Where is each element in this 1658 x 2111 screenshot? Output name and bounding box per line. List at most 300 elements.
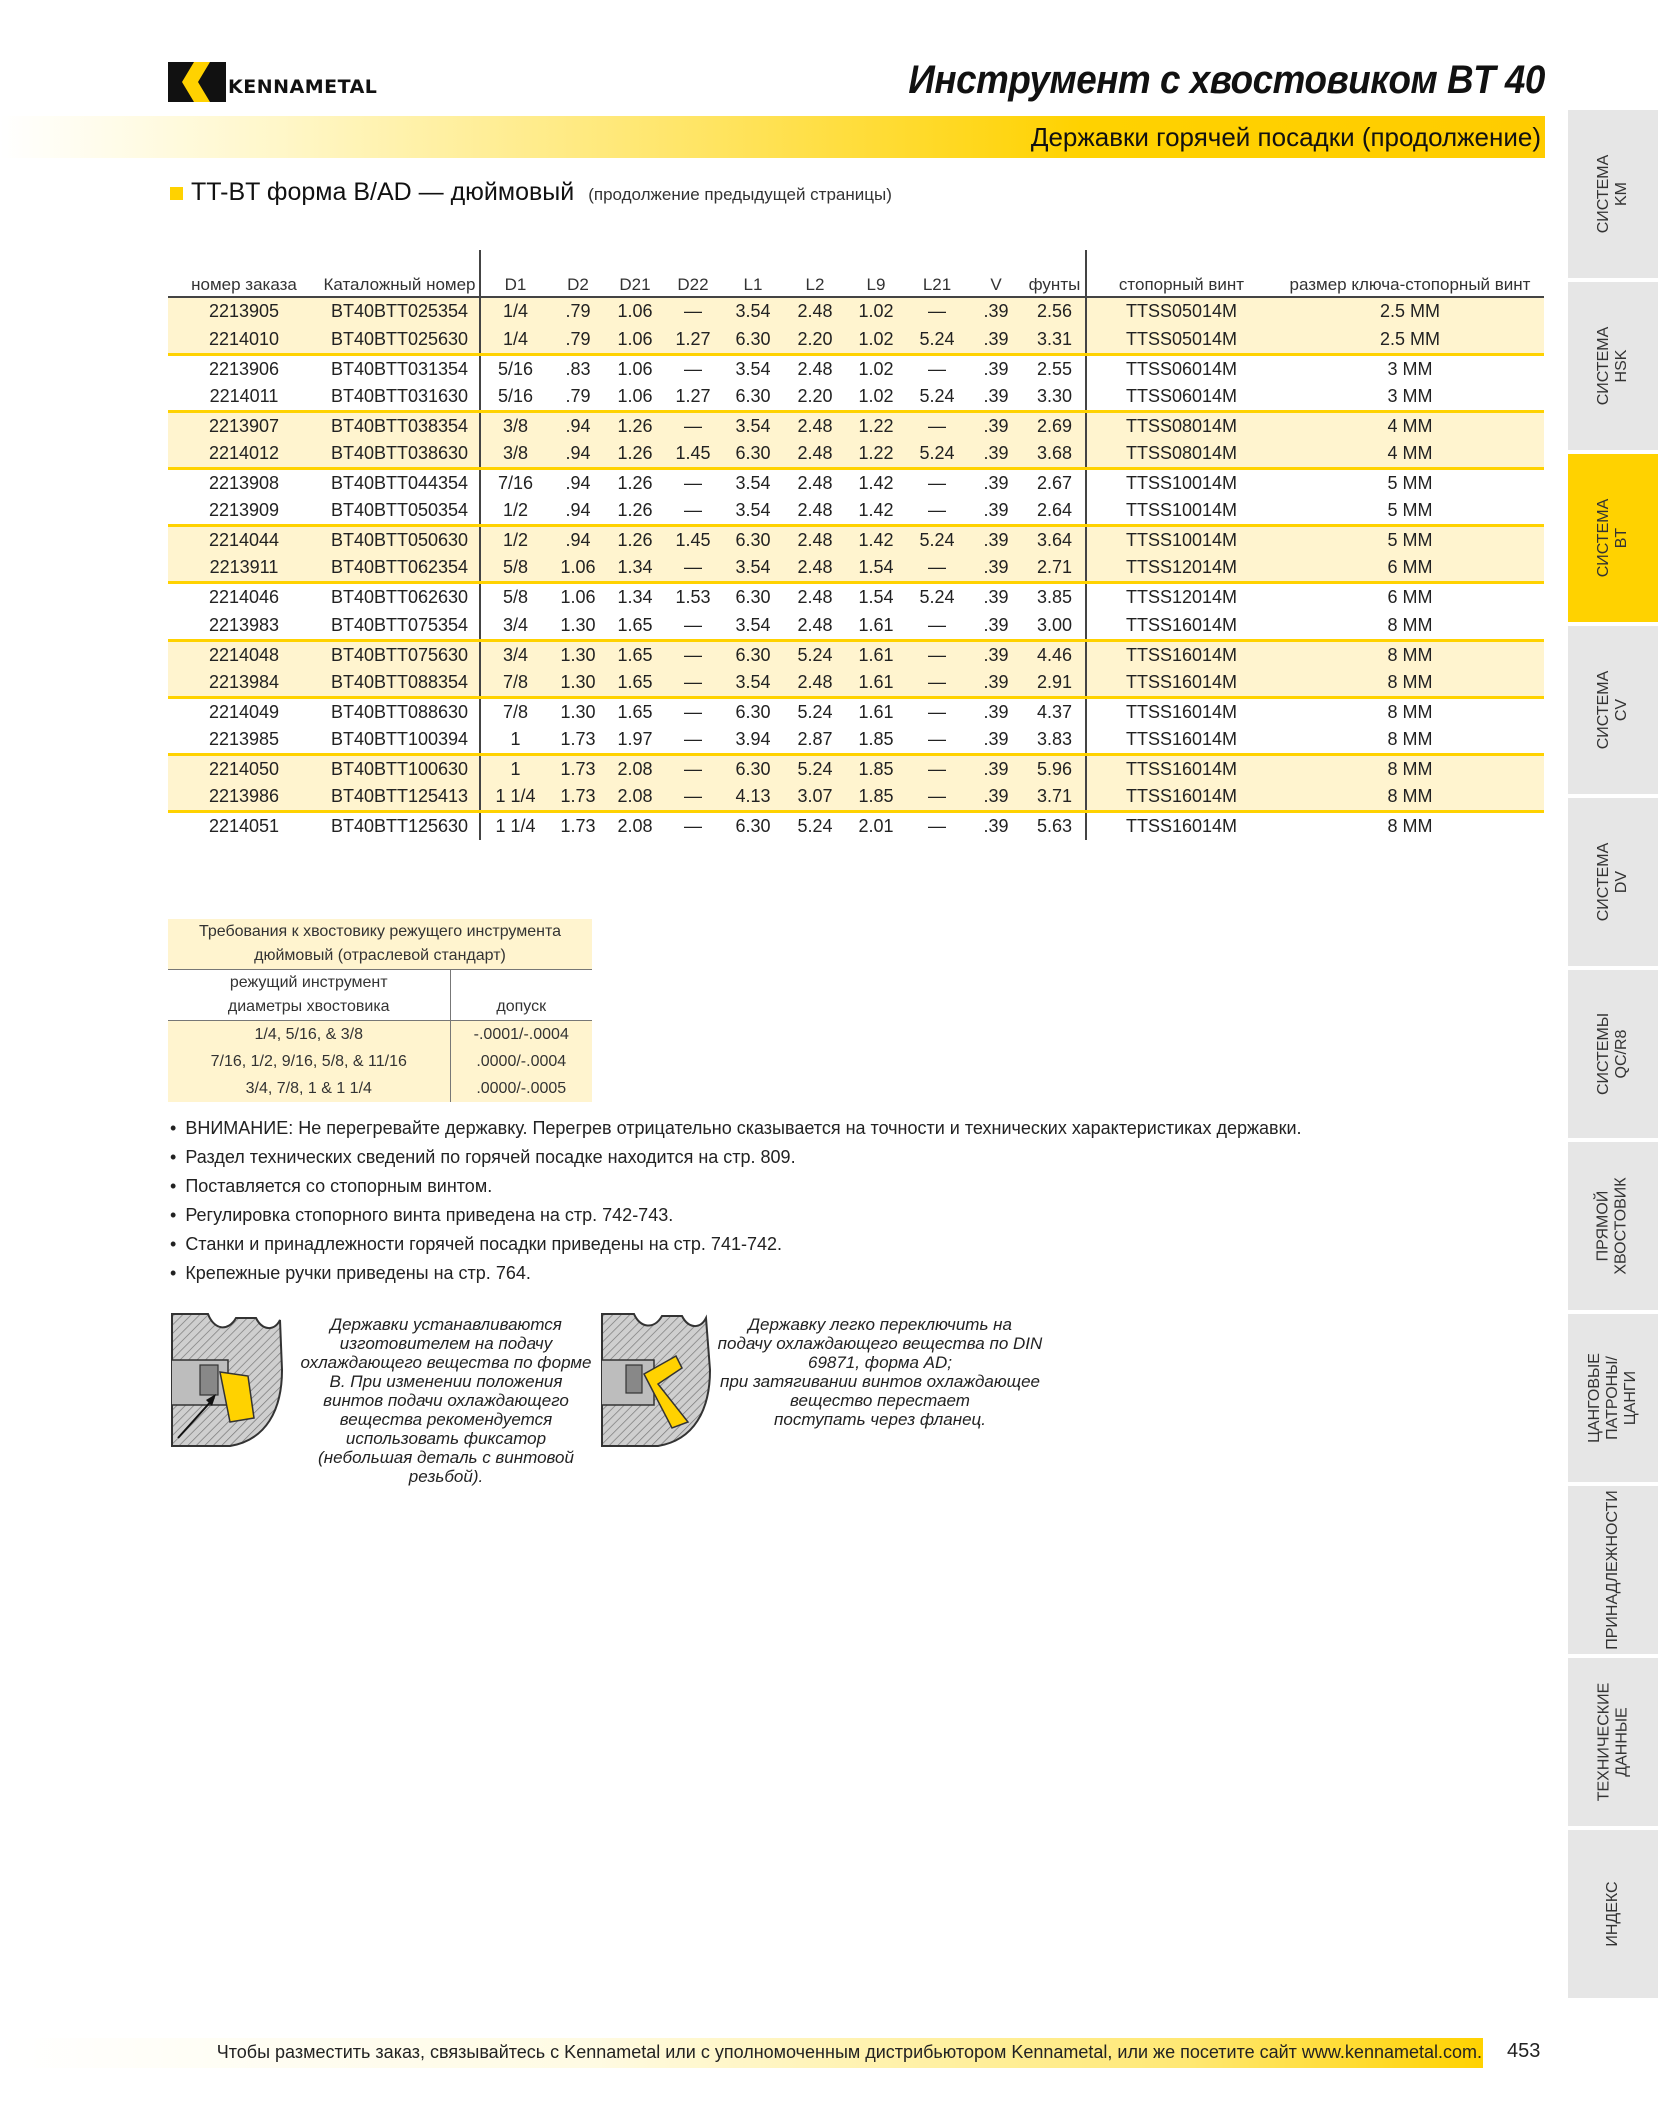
cell-l2: 5.24 [784,697,846,726]
cell-catalog-number: BT40BTT125413 [320,783,480,812]
side-tab-3[interactable] [1568,626,1658,796]
col-l21: L21 [906,250,968,297]
cell-order-number: 2213905 [168,297,320,326]
cell-l2: 2.48 [784,354,846,383]
cell-d22: — [664,554,722,583]
caption-line: поступать через фланец. [774,1410,986,1429]
cell-weight-lb: 3.64 [1024,526,1086,555]
cell-l9: 1.85 [846,755,906,784]
shank-row [168,1048,592,1075]
product-table [168,250,1544,840]
cell-l2: 2.48 [784,583,846,612]
cell-d1: 1 [480,726,550,755]
cell-catalog-number: BT40BTT125630 [320,812,480,841]
cell-d2: 1.30 [550,669,606,698]
cell-l9: 1.61 [846,640,906,669]
shank-cell-diameter: 7/16, 1/2, 9/16, 5/8, & 11/16 [168,1048,450,1075]
cell-d21: 1.06 [617,385,653,406]
cell-d21: 1.26 [617,500,653,521]
cell-d22: 1.53 [664,583,722,612]
cell-d2: .94 [565,500,591,521]
cell-stop-screw: TTSS10014M [1086,497,1276,526]
cell-d22: — [664,697,722,726]
cell-catalog-number: BT40BTT031354 [320,354,480,383]
table-row [168,554,1544,583]
cell-stop-screw: TTSS16014M [1086,783,1276,812]
cell-order-number: 2213985 [208,728,280,749]
caption-line: Державку легко переключить на [748,1315,1012,1334]
side-tab-9[interactable] [1568,1658,1658,1828]
col-l2: L2 [784,250,846,297]
cell-l21: — [906,755,968,784]
table-row [168,297,1544,326]
cell-d22: — [664,669,722,698]
col-d1: D1 [480,250,550,297]
bullet-square-icon [170,187,183,200]
cell-l1: 6.30 [722,812,784,841]
cell-catalog-number: BT40BTT038630 [320,440,480,469]
cell-d21: 1.65 [606,697,664,726]
cell-l9: 1.22 [846,440,906,469]
cell-key-size: 6 MM [1276,583,1544,612]
cell-d1: 1/4 [480,297,550,326]
cell-d1: 1/2 [480,497,550,526]
side-tab-7[interactable] [1568,1314,1658,1484]
cell-key-size: 8 MM [1387,614,1433,635]
col-weight-lb: фунты [1024,250,1086,297]
cell-weight-lb: 5.96 [1024,755,1086,784]
cell-d2: .94 [550,440,606,469]
caption-line: вещество перестает [790,1391,970,1410]
cell-l2: 2.48 [784,411,846,440]
cell-d1: 1 1/4 [480,812,550,841]
cell-d22: 1.45 [664,440,722,469]
table-row [168,440,1544,469]
cell-d21: 2.08 [606,812,664,841]
side-tab-5[interactable] [1568,970,1658,1140]
cell-stop-screw: TTSS05014M [1086,326,1276,355]
cell-d22: — [664,411,722,440]
cell-l2: 2.48 [784,526,846,555]
caption-line: изготовителем на подачу [339,1334,553,1353]
side-tab-label: СИСТЕМА HSK [1595,326,1630,406]
cell-d21: 1.65 [606,669,664,698]
side-tab-0[interactable] [1568,110,1658,280]
cell-l9: 1.61 [846,669,906,698]
cell-l21: — [906,469,968,498]
cell-l21: — [928,614,946,635]
cell-order-number: 2214048 [168,640,320,669]
cell-catalog-number: BT40BTT062630 [320,583,480,612]
cell-d1: 1/4 [480,326,550,355]
note-item: • Регулировка стопорного винта приведена на стр. 742-743. [170,1201,1302,1230]
cell-d21: 1.65 [606,640,664,669]
col-v: V [968,250,1024,297]
cell-stop-screw: TTSS12014M [1086,583,1276,612]
cell-l21: — [906,640,968,669]
cell-key-size: 8 MM [1387,728,1433,749]
footer-band [0,2038,1483,2068]
caption-line: Державки устанавливаются [330,1315,562,1334]
cell-order-number: 2213983 [208,614,280,635]
note-item: • Крепежные ручки приведены на стр. 764. [170,1259,1302,1288]
cell-order-number: 2213907 [168,411,320,440]
cell-d21: 1.97 [617,728,653,749]
coolant-form-ad-diagram [600,1310,718,1448]
side-tab-6[interactable] [1568,1142,1658,1312]
cell-stop-screw: TTSS16014M [1086,812,1276,841]
cell-v: .39 [968,469,1024,498]
col-l1: L1 [722,250,784,297]
cell-stop-screw: TTSS16014M [1086,755,1276,784]
cell-d2: .94 [550,526,606,555]
side-tab-label: ПРИНАДЛЕЖНОСТИ [1604,1490,1622,1650]
table-row [168,326,1544,355]
cell-stop-screw: TTSS16014M [1086,697,1276,726]
table-row [168,755,1544,784]
cell-weight-lb: 3.83 [1036,728,1073,749]
cell-order-number: 2214012 [168,440,320,469]
cell-key-size: 2.5 MM [1276,297,1544,326]
side-tab-1[interactable] [1568,282,1658,452]
note-item: • Раздел технических сведений по горячей посадке находится на стр. 809. [170,1143,1302,1172]
cell-l1: 6.30 [735,385,771,406]
cell-v: .39 [968,354,1024,383]
cell-catalog-number: BT40BTT031630 [330,385,469,406]
cell-l1: 3.54 [722,554,784,583]
cell-l9: 2.01 [846,812,906,841]
cell-key-size: 5 MM [1276,469,1544,498]
cell-catalog-number: BT40BTT075354 [330,614,469,635]
cell-d21: 1.06 [606,326,664,355]
cell-weight-lb: 2.55 [1024,354,1086,383]
cell-d22: — [664,354,722,383]
cell-catalog-number: BT40BTT075630 [320,640,480,669]
note-item: • Станки и принадлежности горячей посадки приведены на стр. 741-742. [170,1230,1302,1259]
side-tab-label: ТЕХНИЧЕСКИЕ ДАННЫЕ [1595,1682,1630,1802]
shank-header-row [168,970,592,1021]
table-row [168,411,1544,440]
cell-v: .39 [983,728,1009,749]
cell-l2: 2.48 [797,500,833,521]
cell-v: .39 [968,440,1024,469]
col-catalog-number: Каталожный номер [320,250,480,297]
cell-v: .39 [968,669,1024,698]
table-row [168,726,1544,755]
cell-catalog-number: BT40BTT088630 [320,697,480,726]
cell-l2: 2.87 [797,728,833,749]
cell-d21: 1.26 [606,440,664,469]
cell-order-number: 2213984 [168,669,320,698]
cell-l21: 5.24 [906,440,968,469]
cell-l1: 6.30 [722,440,784,469]
cell-weight-lb: 4.46 [1024,640,1086,669]
cell-l2: 2.48 [797,614,833,635]
cell-weight-lb: 4.37 [1024,697,1086,726]
cell-catalog-number: BT40BTT044354 [320,469,480,498]
cell-d21: 1.34 [606,583,664,612]
cell-l1: 6.30 [722,697,784,726]
cell-d1: 5/16 [480,383,550,412]
cell-d2: .79 [565,385,591,406]
cell-stop-screw: TTSS05014M [1086,297,1276,326]
cell-d2: 1.73 [560,728,596,749]
cell-d1: 7/16 [480,469,550,498]
cell-stop-screw: TTSS10014M [1086,469,1276,498]
cell-order-number: 2213908 [168,469,320,498]
cell-d2: 1.30 [550,697,606,726]
side-tab-label: СИСТЕМА BT [1595,498,1630,578]
table-row [168,669,1544,698]
cell-v: .39 [968,697,1024,726]
shank-requirements-table [168,919,592,1102]
cell-l21: 5.24 [919,385,955,406]
cell-v: .39 [968,554,1024,583]
cell-catalog-number: BT40BTT050630 [320,526,480,555]
cell-d2: 1.73 [550,812,606,841]
cell-d22: — [664,783,722,812]
cell-v: .39 [968,783,1024,812]
cell-l21: — [906,697,968,726]
side-tab-8[interactable] [1568,1486,1658,1656]
cell-l2: 3.07 [784,783,846,812]
col-order-number: номер заказа [168,250,320,297]
cell-d22: — [664,812,722,841]
cell-v: .39 [968,640,1024,669]
cell-weight-lb: 3.85 [1024,583,1086,612]
cell-order-number: 2214011 [209,385,279,406]
cell-d1: 3/8 [480,411,550,440]
cell-stop-screw: TTSS06014M [1086,354,1276,383]
cell-order-number: 2214010 [168,326,320,355]
side-tab-4[interactable] [1568,798,1658,968]
cell-d22: — [664,640,722,669]
cell-d21: 1.26 [606,411,664,440]
cell-l9: 1.54 [846,583,906,612]
cell-l1: 6.30 [722,640,784,669]
cell-l2: 2.48 [784,669,846,698]
cell-v: .39 [968,411,1024,440]
side-tab-label: ИНДЕКС [1604,1881,1621,1947]
shank-title-line-1: Требования к хвостовику режущего инструмента [198,923,562,940]
note-item: • ВНИМАНИЕ: Не перегревайте державку. Перегрев отрицательно сказывается на точности и технических характеристиках державки. [170,1114,1302,1143]
cell-d22: — [664,469,722,498]
cell-d21: 1.06 [606,297,664,326]
cell-weight-lb: 2.64 [1036,500,1073,521]
cell-order-number: 2214044 [168,526,320,555]
caption-line: охлаждающего вещества по форме [300,1353,592,1372]
brand-name: KENNAMETAL [228,76,378,98]
right-diagram-caption [710,1315,1050,1429]
cell-d2: .83 [550,354,606,383]
side-tab-label: СИСТЕМА KM [1595,154,1630,234]
side-tab-label: СИСТЕМА DV [1595,842,1630,922]
cell-key-size: 8 MM [1276,755,1544,784]
table-body [168,297,1544,840]
side-tab-label: СИСТЕМА CV [1595,670,1630,750]
table-row [168,783,1544,812]
cell-l9: 1.85 [858,728,894,749]
cell-d2: .94 [550,469,606,498]
cell-l1: 3.54 [722,354,784,383]
cell-key-size: 2.5 MM [1276,326,1544,355]
col-d21: D21 [606,250,664,297]
cell-d1: 1 [480,755,550,784]
cell-catalog-number: BT40BTT038354 [320,411,480,440]
cell-l1: 6.30 [722,526,784,555]
cell-catalog-number: BT40BTT050354 [330,500,469,521]
cell-l21: 5.24 [906,526,968,555]
shank-row [168,1021,592,1049]
cell-catalog-number: BT40BTT100630 [320,755,480,784]
side-tab-2[interactable] [1568,454,1658,624]
cell-d21: 1.26 [606,526,664,555]
table-row [168,812,1544,841]
shank-title-row [168,919,592,970]
cell-stop-screw: TTSS16014M [1086,726,1276,755]
footer-text: Чтобы разместить заказ, связывайтесь с Kennametal или с уполномоченным дистрибьютором Kennametal, или же посетите сайт www.kennametal.com. [216,2042,1482,2062]
cell-l9: 1.61 [846,697,906,726]
side-tab-label: ЦАНГОВЫЕ ПАТРОНЫ/ЦАНГИ [1586,1353,1639,1443]
cell-l9: 1.42 [846,469,906,498]
cell-key-size: 3 MM [1276,354,1544,383]
cell-stop-screw: TTSS08014M [1086,411,1276,440]
cell-d22: 1.45 [664,526,722,555]
cell-l21: — [928,500,946,521]
cell-l2: 2.20 [797,385,833,406]
caption-line: 69871, форма AD; [807,1353,952,1372]
cell-l1: 3.54 [722,469,784,498]
cell-d21: 1.65 [617,614,653,635]
cell-d1: 5/8 [480,583,550,612]
left-diagram-caption [286,1315,606,1486]
cell-l9: 1.02 [846,326,906,355]
cell-l2: 2.48 [784,440,846,469]
cell-weight-lb: 3.31 [1024,326,1086,355]
cell-key-size: 8 MM [1276,640,1544,669]
table-row [168,612,1544,641]
cell-key-size: 5 MM [1276,526,1544,555]
cell-catalog-number: BT40BTT025354 [320,297,480,326]
cell-d21: 1.26 [606,469,664,498]
table-row [168,469,1544,498]
cell-l21: 5.24 [906,326,968,355]
cell-v: .39 [968,326,1024,355]
cell-d2: .79 [550,326,606,355]
page-title: Инструмент с хвостовиком BT 40 [908,58,1545,102]
shank-cell-tolerance: .0000/-.0005 [450,1075,592,1102]
col-key-size: размер ключа-стопорный винт [1276,250,1544,297]
cell-d21: 1.06 [606,354,664,383]
table-row [168,383,1544,412]
cell-d1: 5/16 [480,354,550,383]
cell-l9: 1.54 [846,554,906,583]
cell-l2: 2.48 [784,469,846,498]
side-tab-label: ПРЯМОЙ ХВОСТОВИК [1595,1177,1630,1275]
cell-order-number: 2213909 [208,500,280,521]
table-row [168,526,1544,555]
col-d22: D22 [664,250,722,297]
cell-l1: 6.30 [722,583,784,612]
cell-l21: — [906,812,968,841]
cell-d2: 1.06 [550,583,606,612]
cell-weight-lb: 3.71 [1024,783,1086,812]
cell-d22: — [664,297,722,326]
cell-v: .39 [968,583,1024,612]
cell-order-number: 2214051 [168,812,320,841]
brand-logo [168,62,377,102]
cell-d21: 2.08 [606,783,664,812]
shank-cell-diameter: 1/4, 5/16, & 3/8 [168,1021,450,1049]
cell-order-number: 2213911 [168,554,320,583]
shank-col-diameter-line-2: диаметры хвостовика [227,998,390,1015]
cell-l2: 5.24 [784,755,846,784]
cell-d22: — [664,755,722,784]
cell-d1: 7/8 [480,669,550,698]
cell-d1: 3/8 [480,440,550,469]
cell-l9: 1.02 [846,354,906,383]
shank-title-line-2: дюймовый (отраслевой стандарт) [254,947,506,964]
note-item: • Поставляется со стопорным винтом. [170,1172,1302,1201]
cell-key-size: 5 MM [1387,500,1433,521]
cell-order-number: 2213986 [168,783,320,812]
cell-v: .39 [983,614,1009,635]
cell-key-size: 4 MM [1276,411,1544,440]
cell-order-number: 2214049 [168,697,320,726]
cell-l2: 5.24 [784,812,846,841]
cell-stop-screw: TTSS16014M [1086,612,1276,641]
caption-line: винтов подачи охлаждающего [323,1391,569,1410]
cell-d1: 1/2 [480,526,550,555]
col-stop-screw: стопорный винт [1086,250,1276,297]
cell-l9: 1.85 [846,783,906,812]
cell-l1: 3.94 [735,728,771,749]
cell-v: .39 [968,755,1024,784]
cell-l21: — [906,554,968,583]
side-tab-10[interactable] [1568,1830,1658,2000]
cell-d1: 3/4 [480,640,550,669]
cell-catalog-number: BT40BTT100394 [330,728,469,749]
cell-stop-screw: TTSS10014M [1086,526,1276,555]
cell-weight-lb: 2.67 [1024,469,1086,498]
shank-row [168,1075,592,1102]
cell-weight-lb: 2.69 [1024,411,1086,440]
cell-d22: — [684,614,702,635]
cell-l1: 3.54 [722,411,784,440]
cell-d22: — [684,500,702,521]
cell-catalog-number: BT40BTT088354 [320,669,480,698]
caption-line: (небольшая деталь с винтовой [318,1448,574,1467]
caption-line: резьбой). [408,1467,484,1486]
shank-cell-tolerance: -.0001/-.0004 [450,1021,592,1049]
cell-l21: — [906,411,968,440]
cell-d22: — [684,728,702,749]
cell-l1: 3.54 [735,500,771,521]
cell-stop-screw: TTSS06014M [1086,383,1276,412]
cell-key-size: 6 MM [1276,554,1544,583]
cell-l21: — [906,783,968,812]
col-d2: D2 [550,250,606,297]
cell-key-size: 8 MM [1276,697,1544,726]
shank-table-body [168,1021,592,1103]
kennametal-k-icon [168,62,226,102]
cell-d1: 5/8 [480,554,550,583]
cell-l9: 1.61 [858,614,894,635]
cell-l21: 5.24 [906,583,968,612]
table-row [168,640,1544,669]
caption-line: подачу охлаждающего вещества по DIN [717,1334,1043,1353]
cell-l21: — [906,669,968,698]
